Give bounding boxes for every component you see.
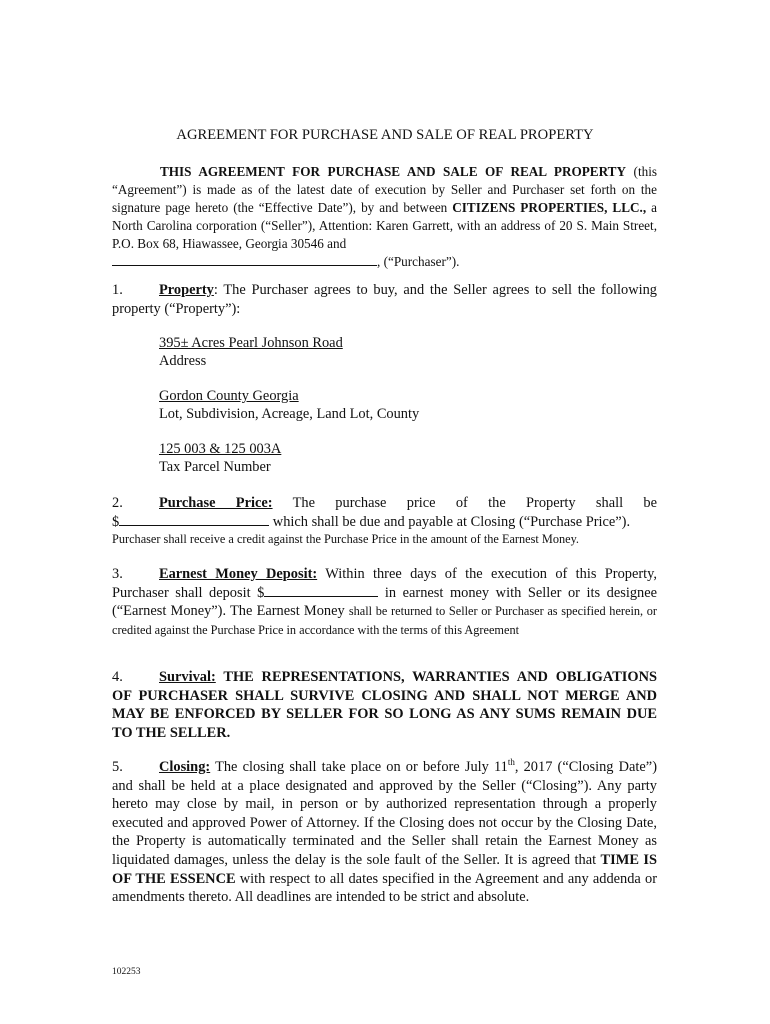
section-text: : The Purchaser agrees to buy, and the Seller agrees to sell the following property (“Property”):	[112, 282, 657, 317]
section-heading: Purchase Price:	[159, 495, 273, 511]
page-title: AGREEMENT FOR PURCHASE AND SALE OF REAL PROPERTY	[176, 127, 594, 143]
intro-text-2: a North Carolina corporation (“Seller”), Attention: Karen Garrett, with an address of 20 S. Main Street, P.O. Box 68, Hiawassee, Georgia 30546 and	[112, 200, 657, 251]
intro-text-3: , (“Purchaser”).	[377, 254, 460, 269]
section-earnest-money	[112, 565, 657, 639]
section-heading: Survival:	[159, 669, 216, 685]
earnest-blank	[264, 584, 378, 597]
price-blank	[119, 513, 269, 526]
parcel-value: 125 003 & 125 003A	[159, 441, 282, 457]
section-text: The closing shall take place on or before July 11	[210, 759, 508, 775]
section-text: The purchase price of the Property shall be	[272, 495, 657, 511]
purchaser-blank	[112, 253, 377, 266]
section-heading: Property	[159, 282, 214, 298]
section-text: Within three days of the execution of this Property, Purchaser shall deposit $	[112, 566, 657, 601]
section-number: 5.	[112, 759, 123, 775]
section-text: with respect to all dates specified in the Agreement and any addenda or amendments thereto. All deadlines are intended to be strict and absolute.	[112, 870, 657, 906]
intro-paragraph	[112, 163, 657, 271]
section-text: , 2017 (“Closing Date”) and shall be held at a place designated and approved by the Seller (“Closing”). Any party hereto may close by mail, in person or by authorized representation through a properly executed and approved Power of Attorney. If the Closing does not occur by the Closing Date, the Property is automatically terminated and the Seller shall retain the Earnest Money as liquidated damages, unless the delay is the sole fault of the Seller. It is agreed that	[112, 759, 657, 868]
intro-lead: THIS AGREEMENT FOR PURCHASE AND SALE OF REAL PROPERTY	[160, 164, 626, 179]
property-parcel	[159, 440, 281, 476]
lot-value: Gordon County Georgia	[159, 388, 299, 404]
section-number: 1.	[112, 282, 123, 298]
dollar-sign: $	[112, 513, 120, 530]
document-footer-id: 102253	[112, 967, 141, 977]
property-lot	[159, 387, 419, 423]
credit-text: Purchaser shall receive a credit against the Purchase Price in the amount of the Earnest Money.	[112, 532, 579, 547]
section-heading: Closing:	[159, 759, 211, 775]
section-heading: Earnest Money Deposit:	[159, 566, 318, 582]
ordinal-suffix: th	[507, 757, 515, 768]
section-number: 3.	[112, 566, 123, 582]
seller-name: CITIZENS PROPERTIES, LLC.,	[452, 200, 647, 215]
section-text-small: shall be returned to Seller or Purchaser as specified herein, or credited against the Purchase Price in accordance with the terms of this Agreement	[112, 604, 657, 637]
intro-text-1: (this “Agreement”) is made as of the latest date of execution by Seller and Purchaser set forth on the signature page hereto (the “Effective Date”), by and between	[112, 164, 657, 215]
section-purchase-price	[112, 494, 657, 548]
section-number: 2.	[112, 495, 123, 511]
section-text: which shall be due and payable at Closing (“Purchase Price”).	[269, 513, 631, 530]
emphasis-text: TIME IS OF THE ESSENCE	[112, 851, 657, 887]
section-property	[112, 281, 657, 318]
section-text: in earnest money with Seller or its designee (“Earnest Money”). The Earnest Money	[112, 584, 657, 620]
parcel-label: Tax Parcel Number	[159, 459, 271, 476]
section-closing	[112, 758, 657, 907]
section-survival	[112, 668, 657, 742]
section-text: THE REPRESENTATIONS, WARRANTIES AND OBLIGATIONS OF PURCHASER SHALL SURVIVE CLOSING AND SHALL NOT MERGE AND MAY BE ENFORCED BY SELLER FOR SO LONG AS ANY SUMS REMAIN DUE TO THE SELLER.	[112, 669, 657, 741]
address-label: Address	[159, 353, 207, 370]
address-value: 395± Acres Pearl Johnson Road	[159, 335, 343, 351]
section-number: 4.	[112, 669, 123, 685]
lot-label: Lot, Subdivision, Acreage, Land Lot, County	[159, 406, 420, 423]
property-address	[159, 334, 343, 370]
